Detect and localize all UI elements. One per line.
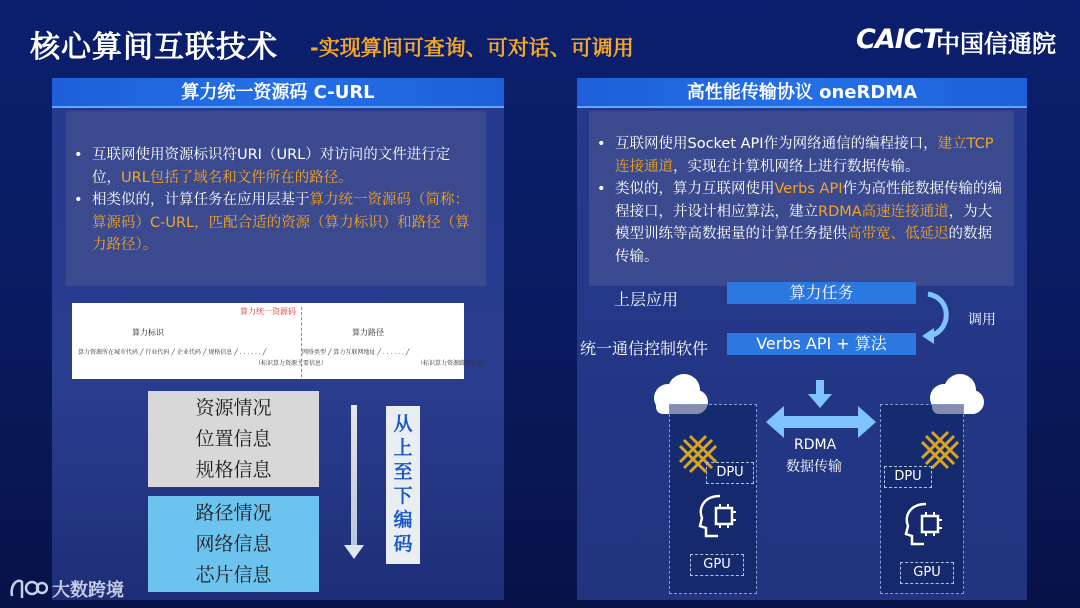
rb2-part: 的数据传输。 — [615, 226, 992, 265]
path-heading: 算力路径 — [352, 328, 384, 337]
ai-head-chip-icon — [694, 492, 744, 540]
layer-app-label: 上层应用 — [614, 290, 679, 309]
identity-heading: 算力标识 — [132, 328, 164, 337]
blue-item: 网络信息 — [195, 533, 272, 555]
blue-item: 芯片信息 — [195, 564, 272, 586]
rb2-part: 作为高性能数据传输的编程接口，并设计相应算法，建立 — [615, 181, 1002, 220]
left-bullet-2-text: 相类似的，计算任务在应用层基于 — [92, 192, 310, 208]
rdma-transfer-label: 数据传输 — [786, 459, 842, 475]
footer-watermark: 大数跨境 — [52, 580, 124, 601]
gray-item: 位置信息 — [195, 428, 272, 450]
identity-note: （标识算力资源主要信息） — [255, 360, 328, 367]
org-logo-text: 中国信通院 — [936, 30, 1056, 58]
left-bullet-1-text: 互联网使用资源标识符URI（URL）对访问的文件进行定位， — [92, 147, 451, 186]
left-panel-heading: 算力统一资源码 C-URL — [52, 78, 504, 108]
left-bullets-box — [66, 111, 486, 286]
right-gpu-tag: GPU — [900, 562, 954, 584]
call-label: 调用 — [968, 312, 996, 328]
blue-item: 路径情况 — [195, 502, 272, 524]
path-note: （标识算力资源路径信息） — [417, 360, 490, 367]
right-panel-heading: 高性能传输协议 oneRDMA — [577, 78, 1027, 108]
rb1-highlight: 建立TCP连接通道 — [615, 136, 994, 175]
left-dpu-tag: DPU — [706, 462, 754, 484]
right-bullet-1 — [589, 133, 1006, 178]
right-bullets-box — [589, 111, 1014, 286]
rdma-label: RDMA — [794, 437, 837, 453]
rb2-highlight: RDMA高速连接通道 — [818, 203, 949, 220]
left-bullet-2 — [66, 189, 478, 257]
left-gpu-tag: GPU — [690, 554, 744, 576]
call-arrow-icon — [918, 290, 958, 346]
left-bullet-2-highlight: 算力统一资源码（简称：算源码）C-URL，匹配合适的资源（算力标识）和路径（算力路径）。 — [92, 192, 470, 253]
caict-logo: CAICT — [856, 24, 940, 55]
gray-item: 资源情况 — [195, 397, 272, 419]
path-fields: 网络类型 ╱ 算力互联网地址 ╱ . . . . . . ╱ — [302, 349, 410, 356]
curl-diagram-title: 算力统一资源码 — [240, 307, 296, 316]
curl-structure-diagram — [72, 303, 490, 379]
page-subtitle: -实现算间可查询、可对话、可调用 — [310, 36, 634, 60]
left-bullet-1 — [66, 144, 478, 189]
compute-task-bar: 算力任务 — [727, 282, 916, 304]
rb1-part: ，实现在计算机网络上进行数据传输。 — [673, 158, 920, 175]
down-arrow-head-icon — [344, 545, 364, 559]
right-bullet-2 — [589, 178, 1006, 268]
right-dpu-tag: DPU — [884, 466, 932, 488]
rb2-part: 类似的，算力互联网使用 — [615, 181, 775, 197]
page-title: 核心算间互联技术 — [30, 30, 278, 65]
rb1-part: 互联网使用Socket API作为网络通信的编程接口， — [615, 136, 938, 152]
layer-comm-label: 统一通信控制软件 — [580, 339, 709, 358]
identity-fields: 算力资源所在城市代码 ╱ 行业代码 ╱ 企业代码 ╱ 规格信息 ╱ . . . . . . ╱ — [78, 349, 267, 356]
resource-info-box — [148, 391, 319, 487]
encoding-direction-label — [386, 406, 420, 564]
path-info-box — [148, 496, 319, 592]
down-arrow-icon — [351, 405, 357, 545]
rb2-highlight: 高带宽、低延迟 — [847, 226, 949, 242]
ai-head-chip-icon — [900, 500, 950, 548]
verbs-api-bar: Verbs API + 算法 — [727, 333, 916, 355]
rdma-double-arrow-icon — [766, 402, 876, 442]
rb2-highlight: Verbs API — [774, 181, 843, 197]
left-bullet-1-highlight: URL包括了域名和文件所在的路径。 — [121, 169, 353, 186]
watermark-logo-icon — [8, 574, 48, 602]
vertical-label-text: 从上至下编码 — [393, 413, 413, 555]
gray-item: 规格信息 — [195, 459, 272, 481]
rb2-part: ，为大模型训练等高数据量的计算任务提供 — [615, 203, 993, 242]
